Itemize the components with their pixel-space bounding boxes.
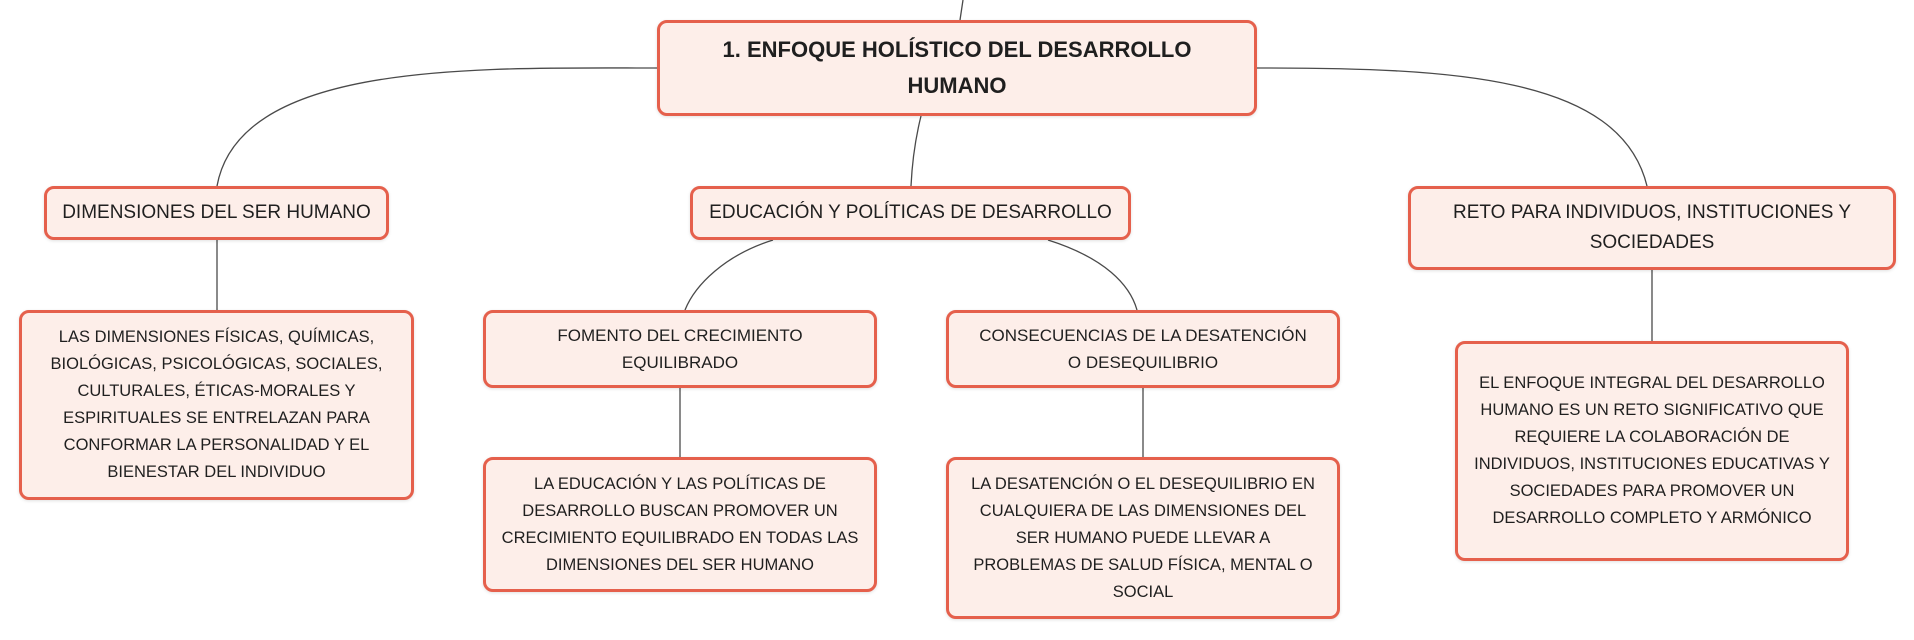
subtopic-fomento-text: FOMENTO DEL CRECIMIENTO EQUILIBRADO — [557, 326, 803, 372]
topic-reto[interactable] — [1408, 186, 1896, 270]
detail-fomento-text: LA EDUCACIÓN Y LAS POLÍTICAS DE DESARROLLO BUSCAN PROMOVER UN CRECIMIENTO EQUILIBRADO EN TODAS LAS DIMENSIONES DEL SER HUMANO — [501, 474, 859, 574]
detail-fomento[interactable] — [483, 457, 877, 592]
subtopic-consecuencias-text: CONSECUENCIAS DE LA DESATENCIÓN O DESEQUILIBRIO — [979, 326, 1307, 372]
detail-consecuencias-text: LA DESATENCIÓN O EL DESEQUILIBRIO EN CUALQUIERA DE LAS DIMENSIONES DEL SER HUMANO PUEDE LLEVAR A PROBLEMAS DE SALUD FÍSICA, MENTAL O SOCIAL — [971, 474, 1315, 601]
detail-dimensiones[interactable] — [19, 310, 414, 500]
topic-dimensiones-text: DIMENSIONES DEL SER HUMANO — [62, 202, 371, 223]
root-topic-text: 1. ENFOQUE HOLÍSTICO DEL DESARROLLO HUMANO — [722, 37, 1192, 98]
connector-incoming-top — [960, 0, 963, 20]
connector-root-to-reto — [1257, 68, 1647, 186]
detail-consecuencias[interactable] — [946, 457, 1340, 619]
connector-educacion-to-fomento — [685, 240, 773, 310]
root-topic[interactable] — [657, 20, 1257, 116]
detail-dimensiones-text: LAS DIMENSIONES FÍSICAS, QUÍMICAS, BIOLÓGICAS, PSICOLÓGICAS, SOCIALES, CULTURALES, ÉTICAS-MORALES Y ESPIRITUALES SE ENTRELAZAN PARA CONFORMAR LA PERSONALIDAD Y EL BIENESTAR DEL INDIVIDUO — [50, 328, 383, 481]
subtopic-fomento[interactable] — [483, 310, 877, 388]
topic-educacion-text: EDUCACIÓN Y POLÍTICAS DE DESARROLLO — [709, 202, 1112, 223]
connector-root-to-educacion — [911, 116, 921, 186]
subtopic-consecuencias[interactable] — [946, 310, 1340, 388]
topic-educacion[interactable] — [690, 186, 1131, 240]
topic-dimensiones[interactable] — [44, 186, 389, 240]
connector-educacion-to-consecuencias — [1048, 240, 1137, 310]
detail-reto[interactable] — [1455, 341, 1849, 561]
connector-root-to-dimensiones — [217, 68, 657, 186]
topic-reto-text: RETO PARA INDIVIDUOS, INSTITUCIONES Y SOCIEDADES — [1452, 202, 1852, 253]
detail-reto-text: EL ENFOQUE INTEGRAL DEL DESARROLLO HUMANO ES UN RETO SIGNIFICATIVO QUE REQUIERE LA COLABORACIÓN DE INDIVIDUOS, INSTITUCIONES EDUCATIVAS Y SOCIEDADES PARA PROMOVER UN DESARROLLO COMPLETO Y ARMÓNICO — [1474, 374, 1830, 527]
